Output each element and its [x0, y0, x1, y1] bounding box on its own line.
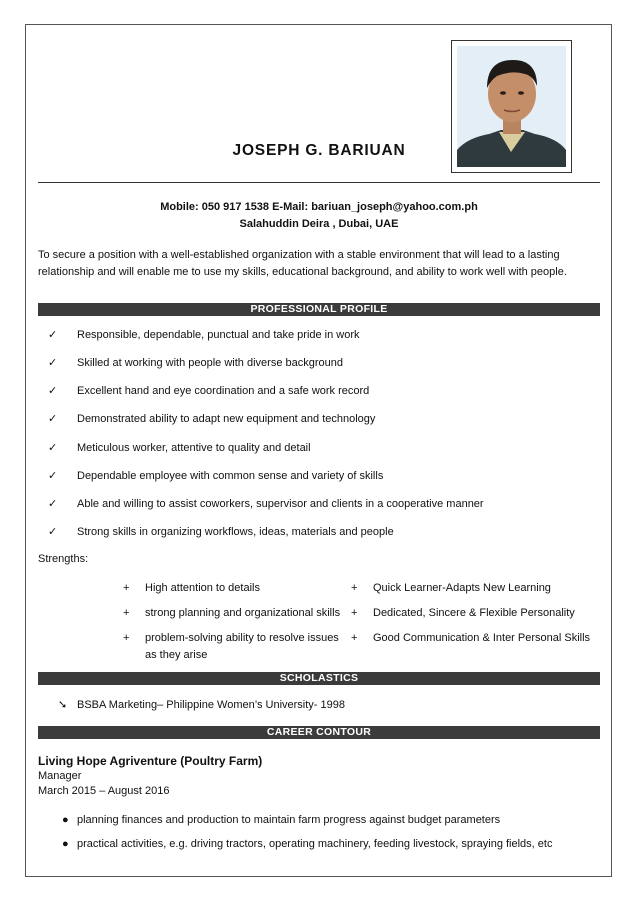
section-header-scholastics: SCHOLASTICS: [38, 672, 600, 685]
strength-item: [351, 605, 601, 622]
check-icon: ✓: [48, 357, 58, 369]
header-divider: [38, 182, 600, 183]
plus-icon: +: [123, 582, 130, 594]
profile-item-text: Responsible, dependable, punctual and take pride in work: [77, 328, 360, 341]
strength-item: [123, 605, 343, 622]
duty-item: [62, 814, 500, 826]
duty-item: [62, 838, 552, 850]
check-icon: ✓: [48, 442, 58, 454]
profile-item: [48, 469, 383, 482]
scholastic-item: [58, 698, 345, 711]
duty-text: practical activities, e.g. driving tractors, operating machinery, feeding livestock, spraying fields, etc: [77, 838, 553, 850]
plus-icon: +: [351, 607, 358, 619]
profile-item-text: Skilled at working with people with diverse background: [77, 356, 343, 369]
plus-icon: +: [123, 607, 130, 619]
strength-text: Quick Learner-Adapts New Learning: [373, 582, 551, 594]
duty-text: planning finances and production to maintain farm progress against budget parameters: [77, 814, 501, 826]
job-position: Manager: [38, 770, 82, 782]
check-icon: ✓: [48, 470, 58, 482]
profile-item-text: Demonstrated ability to adapt new equipment and technology: [77, 412, 376, 425]
strength-text: Good Communication & Inter Personal Skills: [373, 632, 591, 644]
strength-text: High attention to details: [145, 582, 260, 594]
objective-text: To secure a position with a well-established organization with a stable environment that will lead to a lasting relationship and will enable me to use my skills, educational background, and ability to work well with people.: [38, 249, 567, 278]
profile-item: [48, 384, 369, 397]
bullet-icon: ●: [62, 838, 69, 850]
check-icon: ✓: [48, 413, 58, 425]
profile-item: [48, 497, 484, 510]
profile-item: [48, 328, 360, 341]
plus-icon: +: [351, 582, 358, 594]
profile-item: [48, 412, 375, 425]
section-header-profile: PROFESSIONAL PROFILE: [38, 303, 600, 316]
strength-text: Dedicated, Sincere & Flexible Personality: [373, 607, 575, 619]
profile-item-text: Strong skills in organizing workflows, ideas, materials and people: [77, 525, 394, 538]
strength-item: [351, 580, 601, 597]
strength-item: [351, 630, 601, 647]
candidate-name: JOSEPH G. BARIUAN: [232, 142, 406, 159]
profile-item-text: Excellent hand and eye coordination and a safe work record: [77, 384, 370, 397]
check-icon: ✓: [48, 498, 58, 510]
contact-line: Mobile: 050 917 1538 E-Mail: bariuan_joseph@yahoo.com.ph: [160, 201, 478, 213]
strength-item: [123, 630, 341, 664]
bullet-icon: ●: [62, 814, 69, 826]
profile-item-text: Able and willing to assist coworkers, supervisor and clients in a cooperative manner: [77, 497, 484, 510]
profile-item-text: Dependable employee with common sense and variety of skills: [77, 469, 384, 482]
strength-text: problem-solving ability to resolve issues as they arise: [145, 632, 339, 661]
company-name: Living Hope Agriventure (Poultry Farm): [38, 754, 263, 768]
profile-item-text: Meticulous worker, attentive to quality and detail: [77, 441, 311, 454]
check-icon: ✓: [48, 526, 58, 538]
plus-icon: +: [123, 632, 130, 644]
profile-item: [48, 525, 394, 538]
address-line: Salahuddin Deira , Dubai, UAE: [239, 218, 399, 230]
arrow-icon: ➘: [58, 699, 68, 711]
check-icon: ✓: [48, 329, 58, 341]
profile-item: [48, 356, 343, 369]
profile-item: [48, 441, 311, 454]
job-period: March 2015 – August 2016: [38, 785, 170, 797]
strength-text: strong planning and organizational skills: [145, 607, 341, 619]
plus-icon: +: [351, 632, 358, 644]
strength-item: [123, 580, 333, 597]
scholastic-text: BSBA Marketing– Philippine Women’s University- 1998: [77, 698, 346, 711]
section-header-career: CAREER CONTOUR: [38, 726, 600, 739]
strengths-label: Strengths:: [38, 553, 89, 565]
check-icon: ✓: [48, 385, 58, 397]
